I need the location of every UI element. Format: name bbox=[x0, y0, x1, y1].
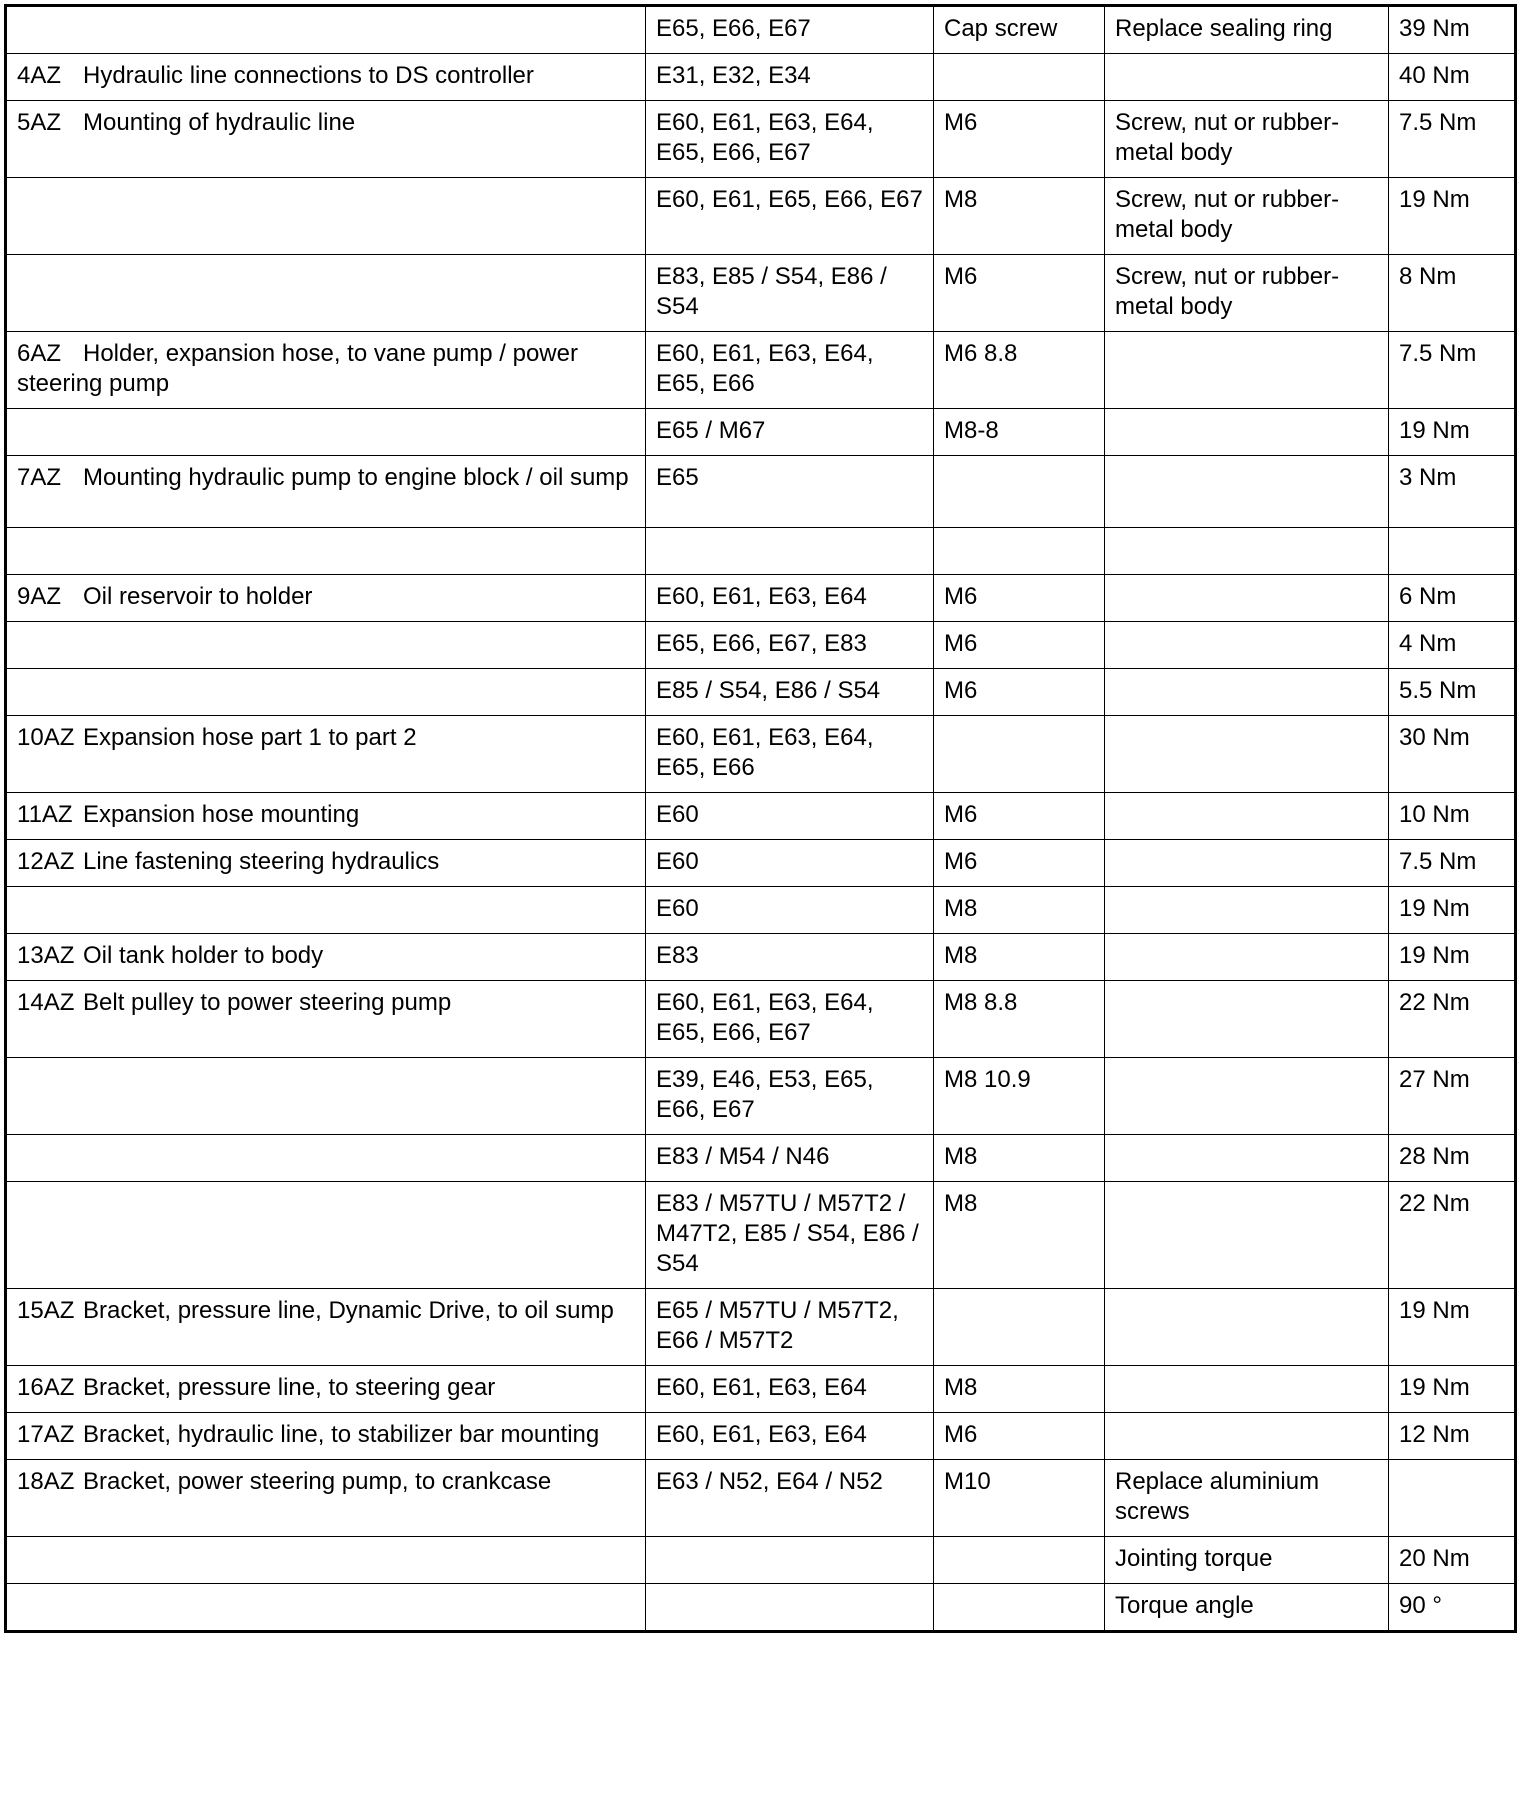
table-row bbox=[6, 1413, 1516, 1460]
torque-cell: 19 Nm bbox=[1389, 178, 1516, 255]
item-description: Expansion hose part 1 to part 2 bbox=[83, 724, 417, 751]
item-description: Hydraulic line connections to DS controller bbox=[83, 62, 534, 89]
item-description: Mounting hydraulic pump to engine block / oil sump bbox=[83, 464, 629, 491]
torque-specification-table bbox=[4, 4, 1517, 1633]
table-row bbox=[6, 178, 1516, 255]
torque-cell: 30 Nm bbox=[1389, 716, 1516, 793]
table-row bbox=[6, 528, 1516, 575]
model-cell: E60, E61, E63, E64 bbox=[646, 1366, 934, 1413]
torque-cell: 8 Nm bbox=[1389, 255, 1516, 332]
component-cell bbox=[6, 887, 646, 934]
thread-cell: M6 bbox=[934, 669, 1105, 716]
note-cell bbox=[1105, 1289, 1389, 1366]
component-cell bbox=[6, 528, 646, 575]
thread-cell bbox=[934, 456, 1105, 528]
component-cell bbox=[6, 793, 646, 840]
model-cell bbox=[646, 1584, 934, 1632]
thread-cell: M6 bbox=[934, 840, 1105, 887]
table-row bbox=[6, 1366, 1516, 1413]
item-code: 12AZ bbox=[17, 848, 75, 875]
model-cell: E65 / M67 bbox=[646, 409, 934, 456]
note-cell bbox=[1105, 793, 1389, 840]
model-cell: E60, E61, E63, E64, E65, E66 bbox=[646, 716, 934, 793]
torque-cell: 19 Nm bbox=[1389, 409, 1516, 456]
model-cell: E83, E85 / S54, E86 / S54 bbox=[646, 255, 934, 332]
table-row bbox=[6, 622, 1516, 669]
model-cell: E60 bbox=[646, 840, 934, 887]
table-row bbox=[6, 887, 1516, 934]
table-row bbox=[6, 934, 1516, 981]
component-cell bbox=[6, 575, 646, 622]
item-code: 9AZ bbox=[17, 583, 62, 610]
table-row bbox=[6, 840, 1516, 887]
torque-cell: 7.5 Nm bbox=[1389, 840, 1516, 887]
component-cell bbox=[6, 1135, 646, 1182]
table-row bbox=[6, 981, 1516, 1058]
thread-cell bbox=[934, 54, 1105, 101]
item-code: 13AZ bbox=[17, 942, 75, 969]
table-row bbox=[6, 716, 1516, 793]
table-row bbox=[6, 6, 1516, 54]
model-cell: E31, E32, E34 bbox=[646, 54, 934, 101]
torque-cell: 12 Nm bbox=[1389, 1413, 1516, 1460]
torque-cell: 10 Nm bbox=[1389, 793, 1516, 840]
thread-cell: M6 8.8 bbox=[934, 332, 1105, 409]
torque-cell: 7.5 Nm bbox=[1389, 332, 1516, 409]
item-code: 16AZ bbox=[17, 1374, 75, 1401]
table-row bbox=[6, 1537, 1516, 1584]
note-cell bbox=[1105, 1182, 1389, 1289]
component-cell bbox=[6, 1460, 646, 1537]
model-cell: E65 bbox=[646, 456, 934, 528]
table-row bbox=[6, 1289, 1516, 1366]
table-row bbox=[6, 332, 1516, 409]
model-cell: E60 bbox=[646, 793, 934, 840]
note-cell: Replace aluminium screws bbox=[1105, 1460, 1389, 1537]
item-code: 6AZ bbox=[17, 340, 62, 367]
table-row bbox=[6, 669, 1516, 716]
note-cell bbox=[1105, 1366, 1389, 1413]
component-cell bbox=[6, 981, 646, 1058]
thread-cell: M8 10.9 bbox=[934, 1058, 1105, 1135]
item-code: 17AZ bbox=[17, 1421, 75, 1448]
table-row bbox=[6, 456, 1516, 528]
torque-cell: 22 Nm bbox=[1389, 981, 1516, 1058]
model-cell: E65 / M57TU / M57T2, E66 / M57T2 bbox=[646, 1289, 934, 1366]
thread-cell: M8 bbox=[934, 178, 1105, 255]
table-row bbox=[6, 255, 1516, 332]
component-cell bbox=[6, 934, 646, 981]
thread-cell: M8 bbox=[934, 1135, 1105, 1182]
thread-cell bbox=[934, 1289, 1105, 1366]
model-cell: E60, E61, E63, E64, E65, E66 bbox=[646, 332, 934, 409]
model-cell: E60, E61, E63, E64 bbox=[646, 1413, 934, 1460]
thread-cell: M8 8.8 bbox=[934, 981, 1105, 1058]
model-cell: E65, E66, E67, E83 bbox=[646, 622, 934, 669]
thread-cell: M6 bbox=[934, 255, 1105, 332]
thread-cell: M10 bbox=[934, 1460, 1105, 1537]
item-code: 10AZ bbox=[17, 724, 75, 751]
component-cell bbox=[6, 255, 646, 332]
table-row bbox=[6, 793, 1516, 840]
torque-cell: 20 Nm bbox=[1389, 1537, 1516, 1584]
item-description: Bracket, power steering pump, to crankcase bbox=[83, 1468, 552, 1495]
thread-cell: M6 bbox=[934, 793, 1105, 840]
component-cell bbox=[6, 1058, 646, 1135]
thread-cell bbox=[934, 528, 1105, 575]
component-cell bbox=[6, 1182, 646, 1289]
thread-cell: Cap screw bbox=[934, 6, 1105, 54]
component-cell bbox=[6, 1289, 646, 1366]
item-description: Oil reservoir to holder bbox=[83, 583, 313, 610]
torque-cell: 5.5 Nm bbox=[1389, 669, 1516, 716]
thread-cell: M8-8 bbox=[934, 409, 1105, 456]
thread-cell: M6 bbox=[934, 1413, 1105, 1460]
table-row bbox=[6, 1182, 1516, 1289]
thread-cell bbox=[934, 1537, 1105, 1584]
model-cell: E60, E61, E63, E64, E65, E66, E67 bbox=[646, 101, 934, 178]
torque-cell: 3 Nm bbox=[1389, 456, 1516, 528]
table-body bbox=[6, 6, 1516, 1632]
torque-cell: 40 Nm bbox=[1389, 54, 1516, 101]
component-cell bbox=[6, 332, 646, 409]
thread-cell: M8 bbox=[934, 887, 1105, 934]
note-cell: Torque angle bbox=[1105, 1584, 1389, 1632]
component-cell bbox=[6, 6, 646, 54]
item-description: Expansion hose mounting bbox=[83, 801, 360, 828]
component-cell bbox=[6, 1413, 646, 1460]
note-cell bbox=[1105, 1058, 1389, 1135]
note-cell bbox=[1105, 716, 1389, 793]
torque-cell: 19 Nm bbox=[1389, 1366, 1516, 1413]
thread-cell: M6 bbox=[934, 575, 1105, 622]
note-cell bbox=[1105, 1413, 1389, 1460]
model-cell bbox=[646, 528, 934, 575]
torque-cell: 28 Nm bbox=[1389, 1135, 1516, 1182]
note-cell bbox=[1105, 54, 1389, 101]
item-description: Bracket, pressure line, to steering gear bbox=[83, 1374, 496, 1401]
model-cell bbox=[646, 1537, 934, 1584]
torque-cell: 27 Nm bbox=[1389, 1058, 1516, 1135]
model-cell: E85 / S54, E86 / S54 bbox=[646, 669, 934, 716]
model-cell: E60, E61, E65, E66, E67 bbox=[646, 178, 934, 255]
model-cell: E83 bbox=[646, 934, 934, 981]
torque-cell: 39 Nm bbox=[1389, 6, 1516, 54]
note-cell bbox=[1105, 887, 1389, 934]
component-cell bbox=[6, 456, 646, 528]
item-code: 15AZ bbox=[17, 1297, 75, 1324]
table-row bbox=[6, 1460, 1516, 1537]
component-cell bbox=[6, 622, 646, 669]
thread-cell: M6 bbox=[934, 622, 1105, 669]
torque-cell: 19 Nm bbox=[1389, 934, 1516, 981]
note-cell: Replace sealing ring bbox=[1105, 6, 1389, 54]
item-description: Belt pulley to power steering pump bbox=[83, 989, 452, 1016]
table-row bbox=[6, 409, 1516, 456]
table-row bbox=[6, 575, 1516, 622]
component-cell bbox=[6, 178, 646, 255]
note-cell: Screw, nut or rubber-metal body bbox=[1105, 178, 1389, 255]
note-cell bbox=[1105, 1135, 1389, 1182]
thread-cell bbox=[934, 1584, 1105, 1632]
table-row bbox=[6, 1135, 1516, 1182]
thread-cell bbox=[934, 716, 1105, 793]
component-cell bbox=[6, 1584, 646, 1632]
item-code: 5AZ bbox=[17, 109, 62, 136]
component-cell bbox=[6, 54, 646, 101]
component-cell bbox=[6, 409, 646, 456]
item-code: 18AZ bbox=[17, 1468, 75, 1495]
torque-cell: 19 Nm bbox=[1389, 887, 1516, 934]
note-cell bbox=[1105, 528, 1389, 575]
component-cell bbox=[6, 669, 646, 716]
item-description: Bracket, pressure line, Dynamic Drive, to oil sump bbox=[83, 1297, 614, 1324]
component-cell bbox=[6, 1537, 646, 1584]
model-cell: E83 / M54 / N46 bbox=[646, 1135, 934, 1182]
item-description: Holder, expansion hose, to vane pump / power steering pump bbox=[17, 340, 578, 397]
note-cell bbox=[1105, 409, 1389, 456]
torque-cell: 19 Nm bbox=[1389, 1289, 1516, 1366]
note-cell bbox=[1105, 840, 1389, 887]
item-description: Mounting of hydraulic line bbox=[83, 109, 356, 136]
item-code: 7AZ bbox=[17, 464, 62, 491]
note-cell: Screw, nut or rubber-metal body bbox=[1105, 255, 1389, 332]
model-cell: E60, E61, E63, E64, E65, E66, E67 bbox=[646, 981, 934, 1058]
model-cell: E83 / M57TU / M57T2 / M47T2, E85 / S54, E86 / S54 bbox=[646, 1182, 934, 1289]
note-cell bbox=[1105, 332, 1389, 409]
item-code: 11AZ bbox=[17, 801, 73, 828]
model-cell: E39, E46, E53, E65, E66, E67 bbox=[646, 1058, 934, 1135]
note-cell bbox=[1105, 934, 1389, 981]
table-row bbox=[6, 1058, 1516, 1135]
torque-cell: 90 ° bbox=[1389, 1584, 1516, 1632]
note-cell bbox=[1105, 622, 1389, 669]
component-cell bbox=[6, 840, 646, 887]
item-code: 4AZ bbox=[17, 62, 62, 89]
note-cell bbox=[1105, 575, 1389, 622]
note-cell: Screw, nut or rubber-metal body bbox=[1105, 101, 1389, 178]
note-cell bbox=[1105, 981, 1389, 1058]
table-row bbox=[6, 101, 1516, 178]
thread-cell: M8 bbox=[934, 1366, 1105, 1413]
model-cell: E60 bbox=[646, 887, 934, 934]
component-cell bbox=[6, 1366, 646, 1413]
torque-cell: 7.5 Nm bbox=[1389, 101, 1516, 178]
thread-cell: M8 bbox=[934, 934, 1105, 981]
torque-cell bbox=[1389, 1460, 1516, 1537]
note-cell: Jointing torque bbox=[1105, 1537, 1389, 1584]
torque-cell: 22 Nm bbox=[1389, 1182, 1516, 1289]
note-cell bbox=[1105, 669, 1389, 716]
thread-cell: M8 bbox=[934, 1182, 1105, 1289]
torque-cell: 4 Nm bbox=[1389, 622, 1516, 669]
model-cell: E60, E61, E63, E64 bbox=[646, 575, 934, 622]
thread-cell: M6 bbox=[934, 101, 1105, 178]
table-row bbox=[6, 54, 1516, 101]
table-row bbox=[6, 1584, 1516, 1632]
item-description: Bracket, hydraulic line, to stabilizer bar mounting bbox=[83, 1421, 600, 1448]
component-cell bbox=[6, 716, 646, 793]
torque-cell: 6 Nm bbox=[1389, 575, 1516, 622]
note-cell bbox=[1105, 456, 1389, 528]
component-cell bbox=[6, 101, 646, 178]
model-cell: E63 / N52, E64 / N52 bbox=[646, 1460, 934, 1537]
item-code: 14AZ bbox=[17, 989, 75, 1016]
item-description: Line fastening steering hydraulics bbox=[83, 848, 440, 875]
item-description: Oil tank holder to body bbox=[83, 942, 324, 969]
model-cell: E65, E66, E67 bbox=[646, 6, 934, 54]
torque-cell bbox=[1389, 528, 1516, 575]
